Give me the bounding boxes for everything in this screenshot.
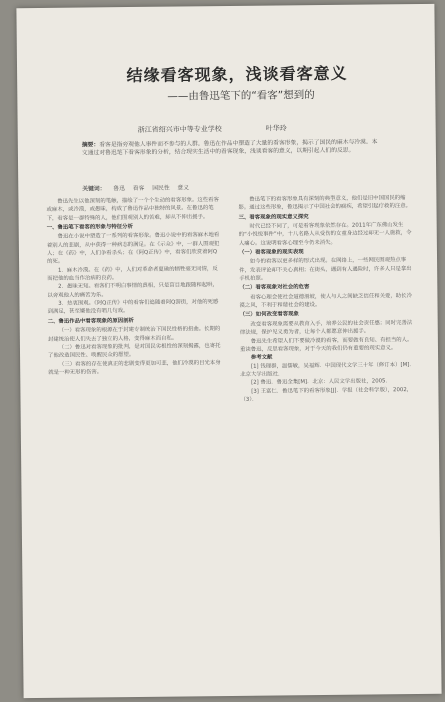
keyword: 鲁迅 — [113, 186, 125, 193]
paragraph: 如今的看客以更多样的形式出现。在网络上，一些网民围观热点事件，发表评论却不关心真相；在街头，遇到有人遇险时，许多人只是拿出手机拍照。 — [239, 257, 412, 282]
subsection-heading: （三）如何改变看客现象 — [239, 311, 299, 319]
keyword: 国民性 — [152, 185, 170, 192]
section-heading: 二、鲁迅作品中看客现象的原因剖析 — [47, 317, 134, 325]
author-name: 叶华玲 — [265, 124, 287, 133]
paragraph: 3．热衷围观。《阿Q正传》中的看客们追随着阿Q游街，对他的死感到满足，甚至嫌他没有唱几句戏。 — [47, 299, 219, 316]
paragraph: 看客心理会使社会道德滑坡，使人与人之间缺乏信任和关爱，助长冷漠之风，不利于和谐社会的建设。 — [239, 292, 412, 310]
subsection-heading: （二）看客现象对社会的危害 — [239, 284, 310, 292]
section-heading: 一、鲁迅笔下看客的形象与特征分析 — [46, 224, 133, 231]
abstract — [82, 138, 382, 157]
author-line — [138, 123, 287, 135]
abstract-label: 摘要： — [81, 142, 100, 149]
right-column — [238, 194, 415, 404]
section-heading: 三、看客现象的现实意义探究 — [238, 213, 309, 221]
keyword: 意义 — [177, 185, 190, 192]
subsection-heading: （一）看客现象的现实表现 — [238, 249, 304, 256]
keywords-label: 关键词： — [82, 186, 106, 193]
paragraph: （一）看客现象的根源在于封建专制统治下国民性格的扭曲。长期的封建统治使人们失去了独立的人格，变得麻木而自私。 — [47, 326, 221, 343]
reference-item: [2] 鲁迅．鲁迅全集[M]．北京：人民文学出版社，2005． — [251, 378, 391, 386]
reference-item: [3] 王富仁．鲁迅笔下的看客形象[J]．学报（社会科学版），2002，（3）． — [240, 386, 413, 403]
paragraph: 改变看客现象需要从教育入手，培养公民的社会责任感；同时完善法律法规，保护见义勇为者，让每个人都愿意伸出援手。 — [239, 319, 413, 337]
paragraph: 2．愚昧无知。看客们不明白事情的真相，只是盲目地跟随和起哄，以旁观他人的痛苦为乐。 — [47, 282, 218, 299]
article-title: 结缘看客现象，浅谈看客意义 — [126, 63, 348, 86]
left-column — [46, 196, 223, 377]
paragraph: （二）鲁迅对看客现象的批判，是对国民劣根性的深刻揭露，也寄托了他改造国民性、唤醒民众的愿望。 — [48, 342, 221, 360]
paragraph: 鲁迅在小说中塑造了一系列的看客形象。鲁迅小说中的看客麻木地看着别人的悲剧，从中获得一种病态的满足。在《示众》中，一群人围观犯人；在《药》中，人们争看杀头；在《阿Q正传》中，看客们欣赏着阿Q的死。 — [46, 232, 220, 266]
reference-item: [1] 钱理群，温儒敏，吴福辉．中国现代文学三十年（修订本）[M]．北京大学出版社． — [240, 361, 415, 378]
paragraph: （三）看客的存在使真正的悲剧变得更加可悲，他们冷漠的目光本身就是一种无形的伤害。 — [48, 359, 221, 376]
author-school: 浙江省绍兴市中等专业学校 — [137, 125, 222, 134]
keywords — [82, 182, 189, 192]
article-subtitle: ——由鲁迅笔下的“看客”想到的 — [167, 89, 315, 103]
paragraph: 鲁迅笔下的看客形象具有深刻的典型意义，他们是旧中国国民的缩影。通过这些形象，鲁迅揭示了中国社会的痼疾，希望引起疗救的注意。 — [238, 195, 412, 212]
abstract-text: 看客是指旁观他人事件而不参与的人群。鲁迅在作品中塑造了大量的看客形象，揭示了国民的麻木与冷漠。本文通过对鲁迅笔下看客形象的分析，结合现实生活中的看客现象，浅谈看客的意义，以期引起人们的反思。 — [81, 139, 378, 157]
document-page — [16, 4, 441, 698]
references-heading: 参考文献 — [250, 354, 273, 361]
paragraph: 鲁迅先生希望人们不要做冷漠的看客，而要做有良知、有担当的人。重读鲁迅，反思看客现象，对于今天的我们仍有重要的现实意义。 — [239, 336, 413, 353]
keyword: 看客 — [132, 185, 145, 192]
paragraph: 1．麻木冷漠。在《药》中，人们对革命者夏瑜的牺牲毫无同情，反而把他的血当作治病的良药。 — [47, 265, 218, 282]
paragraph: 鲁迅先生以他深刻的笔触，描绘了一个个生动的看客形象。这些看客或麻木，或冷漠，或愚昧，构成了鲁迅作品中独特的风景。在鲁迅的笔下，看客是一群特殊的人，他们围观别人的苦难，却从不伸出援手。 — [46, 197, 219, 222]
paragraph: 时代已经不同了，可是看客现象依然存在。2011年广东佛山发生的“小悦悦事件”中，十八名路人从受伤的女童身边经过却无一人施救，令人痛心。这说明看客心理至今仍未消失。 — [238, 222, 412, 247]
